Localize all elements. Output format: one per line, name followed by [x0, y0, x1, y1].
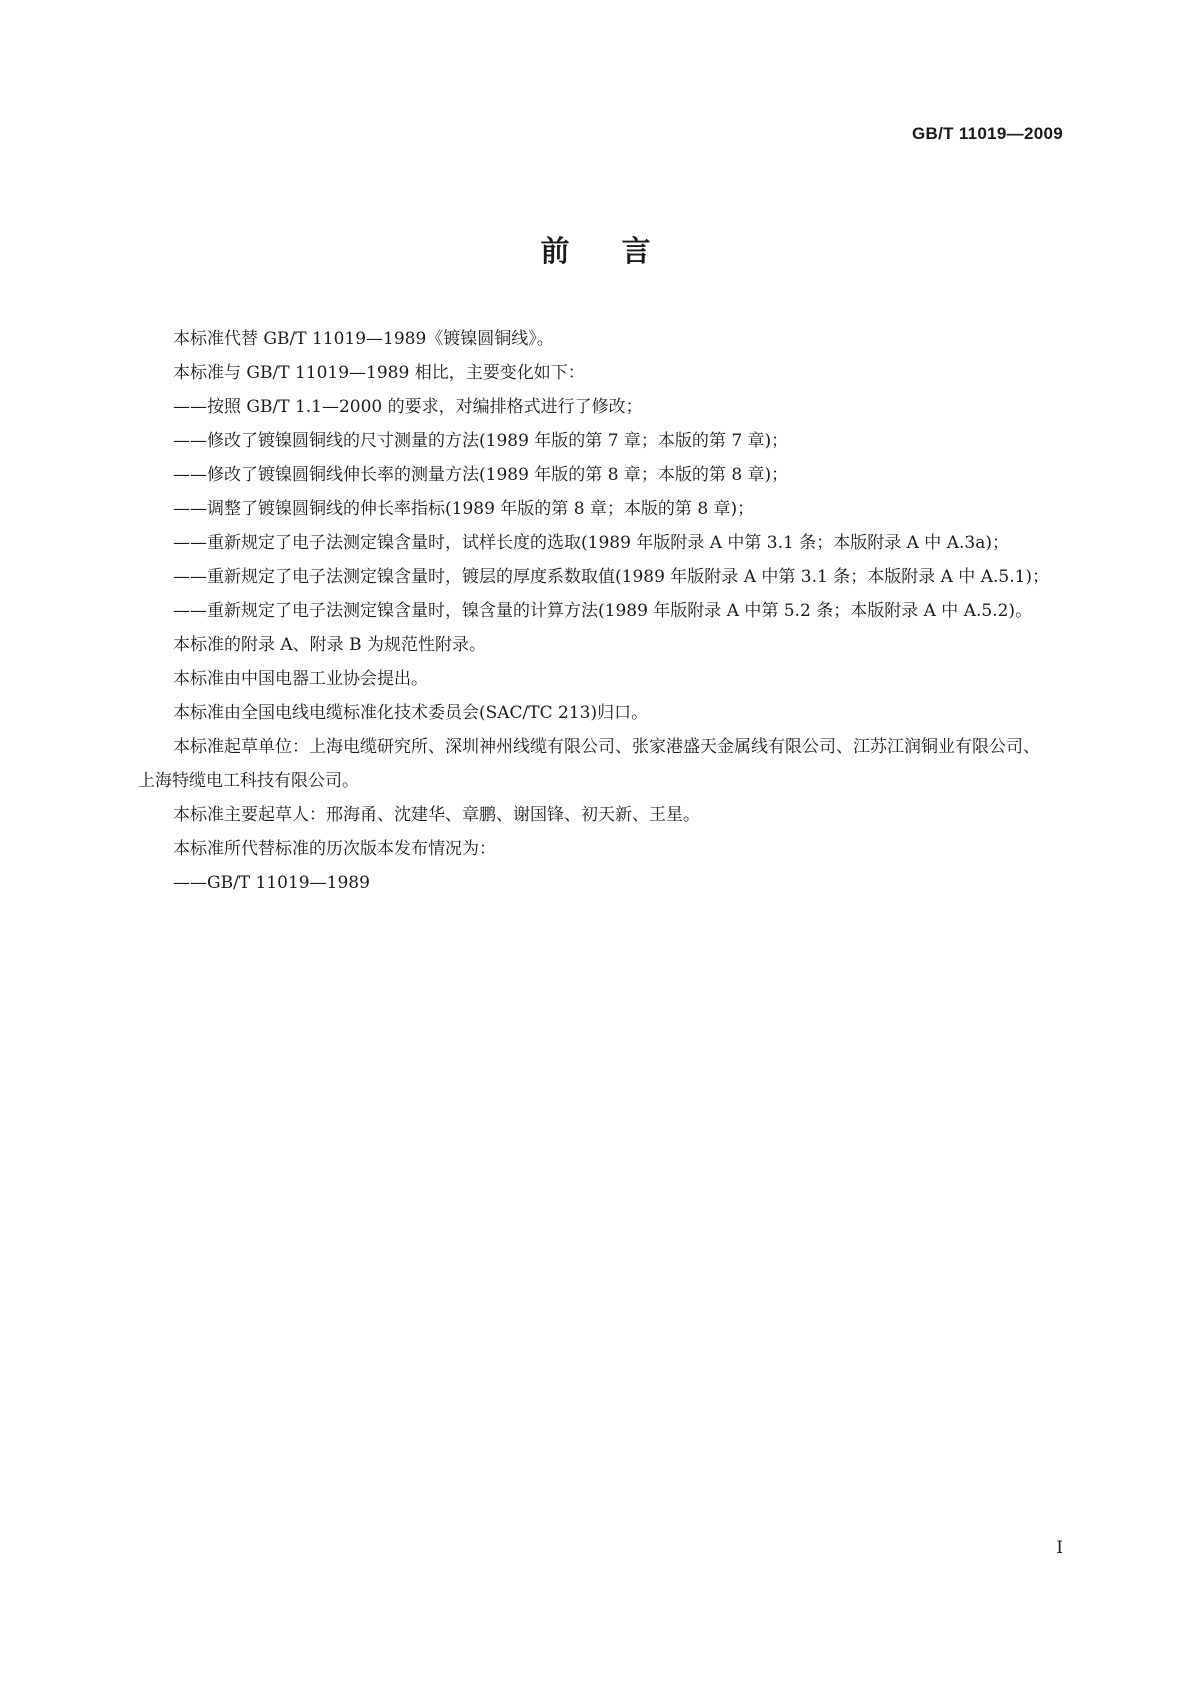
paragraph-replaces: 本标准代替 GB/T 11019—1989《镀镍圆铜线》。 [173, 329, 554, 349]
paragraph-drafters: 本标准主要起草人：邢海甬、沈建华、章鹏、谢国锋、初天新、王星。 [173, 805, 700, 825]
change-item: ——重新规定了电子法测定镍含量时，镀层的厚度系数取值(1989 年版附录 A 中第 3.1 条；本版附录 A 中 A.5.1)； [173, 567, 1050, 587]
page-title: 前言 [540, 234, 703, 268]
change-item: ——调整了镀镍圆铜线的伸长率指标(1989 年版的第 8 章；本版的第 8 章)； [173, 499, 755, 519]
paragraph-drafting-units: 本标准起草单位：上海电缆研究所、深圳神州线缆有限公司、张家港盛天金属线有限公司、江苏江润铜业有限公司、上海特缆电工科技有限公司。 [138, 737, 1040, 791]
change-item: ——修改了镀镍圆铜线伸长率的测量方法(1989 年版的第 8 章；本版的第 8 章)； [173, 465, 789, 485]
change-item: ——重新规定了电子法测定镍含量时，试样长度的选取(1989 年版附录 A 中第 3.1 条；本版附录 A 中 A.3a)； [173, 533, 1009, 553]
foreword-body [138, 322, 1050, 900]
paragraph-centralized-by: 本标准由全国电线电缆标准化技术委员会(SAC/TC 213)归口。 [173, 703, 649, 723]
paragraph-changes-intro: 本标准与 GB/T 11019—1989 相比，主要变化如下： [173, 363, 585, 383]
paragraph-proposed-by: 本标准由中国电器工业协会提出。 [173, 669, 428, 689]
change-item: ——按照 GB/T 1.1—2000 的要求，对编排格式进行了修改； [173, 397, 643, 417]
change-item: ——修改了镀镍圆铜线的尺寸测量的方法(1989 年版的第 7 章；本版的第 7 章)； [173, 431, 789, 451]
paragraph-history-intro: 本标准所代替标准的历次版本发布情况为： [173, 839, 496, 859]
standard-number: GB/T 11019—2009 [912, 124, 1063, 143]
change-item: ——重新规定了电子法测定镍含量时，镍含量的计算方法(1989 年版附录 A 中第 5.2 条；本版附录 A 中 A.5.2)。 [173, 601, 1033, 621]
history-item: ——GB/T 11019—1989 [173, 873, 370, 893]
paragraph-annexes: 本标准的附录 A、附录 B 为规范性附录。 [173, 635, 486, 655]
page-number: I [1056, 1538, 1063, 1558]
